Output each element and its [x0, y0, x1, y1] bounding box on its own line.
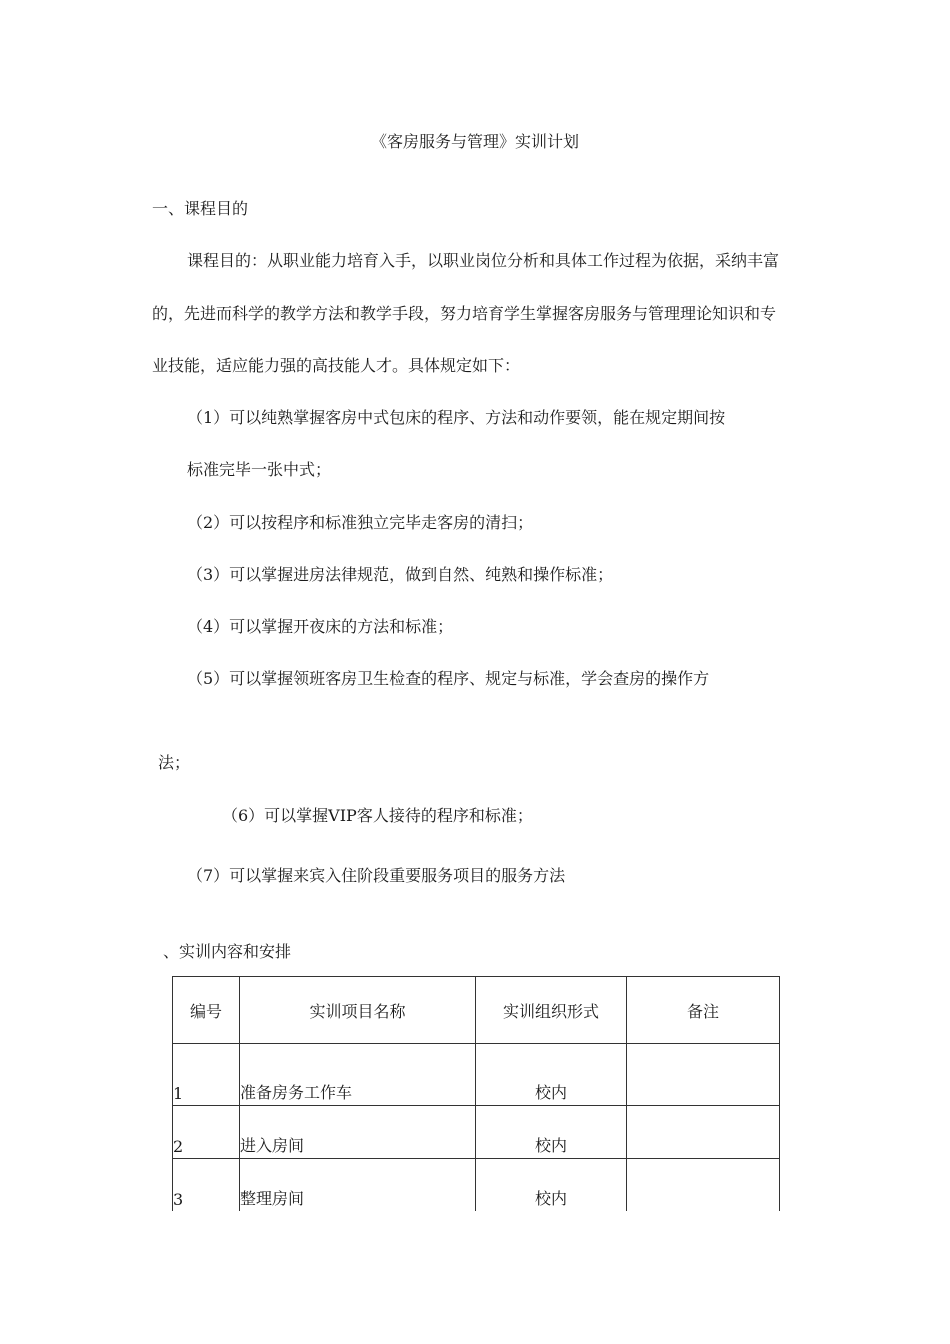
list-item-5-cont: 法； — [158, 753, 191, 772]
list-item-1: （1）可以纯熟掌握客房中式包床的程序、方法和动作要领，能在规定期间按 — [187, 408, 726, 427]
intro-line-1: 课程目的：从职业能力培育入手，以职业岗位分析和具体工作过程为依据，采纳丰富 — [187, 251, 780, 270]
list-item-7: （7）可以掌握来宾入住阶段重要服务项目的服务方法 — [187, 866, 566, 885]
table-row — [173, 1044, 780, 1106]
cell-number: 1 — [173, 1044, 240, 1106]
document-title: 《客房服务与管理》实训计划 — [370, 132, 579, 151]
header-remarks: 备注 — [627, 977, 780, 1044]
cell-remarks — [627, 1159, 780, 1212]
list-item-1-cont: 标准完毕一张中式； — [187, 460, 332, 479]
table-row — [173, 1159, 780, 1212]
cell-number: 2 — [173, 1106, 240, 1159]
list-item-5: （5）可以掌握领班客房卫生检查的程序、规定与标准，学会查房的操作方 — [187, 669, 710, 688]
cell-organization-form: 校内 — [476, 1044, 627, 1106]
cell-project-name: 准备房务工作车 — [240, 1044, 476, 1106]
cell-organization-form: 校内 — [476, 1106, 627, 1159]
intro-line-2: 的，先进而科学的教学方法和教学手段，努力培育学生掌握客房服务与管理理论知识和专 — [152, 304, 777, 323]
section-heading-purpose: 一、课程目的 — [152, 199, 249, 218]
list-item-3: （3）可以掌握进房法律规范，做到自然、纯熟和操作标准； — [187, 565, 614, 584]
table-row — [173, 1106, 780, 1159]
list-item-6: （6）可以掌握VIP客人接待的程序和标准； — [222, 806, 533, 825]
cell-remarks — [627, 1044, 780, 1106]
table-header-row — [173, 977, 780, 1044]
intro-line-3: 业技能，适应能力强的高技能人才。具体规定如下： — [152, 356, 521, 375]
cell-number: 3 — [173, 1159, 240, 1212]
cell-project-name: 进入房间 — [240, 1106, 476, 1159]
header-organization-form: 实训组织形式 — [476, 977, 627, 1044]
cell-remarks — [627, 1106, 780, 1159]
section-heading-content: 、实训内容和安排 — [163, 942, 292, 961]
list-item-2: （2）可以按程序和标准独立完毕走客房的清扫； — [187, 513, 534, 532]
cell-project-name: 整理房间 — [240, 1159, 476, 1212]
training-schedule-table — [172, 976, 780, 1211]
list-item-4: （4）可以掌握开夜床的方法和标准； — [187, 617, 454, 636]
header-project-name: 实训项目名称 — [240, 977, 476, 1044]
header-number: 编号 — [173, 977, 240, 1044]
cell-organization-form: 校内 — [476, 1159, 627, 1212]
